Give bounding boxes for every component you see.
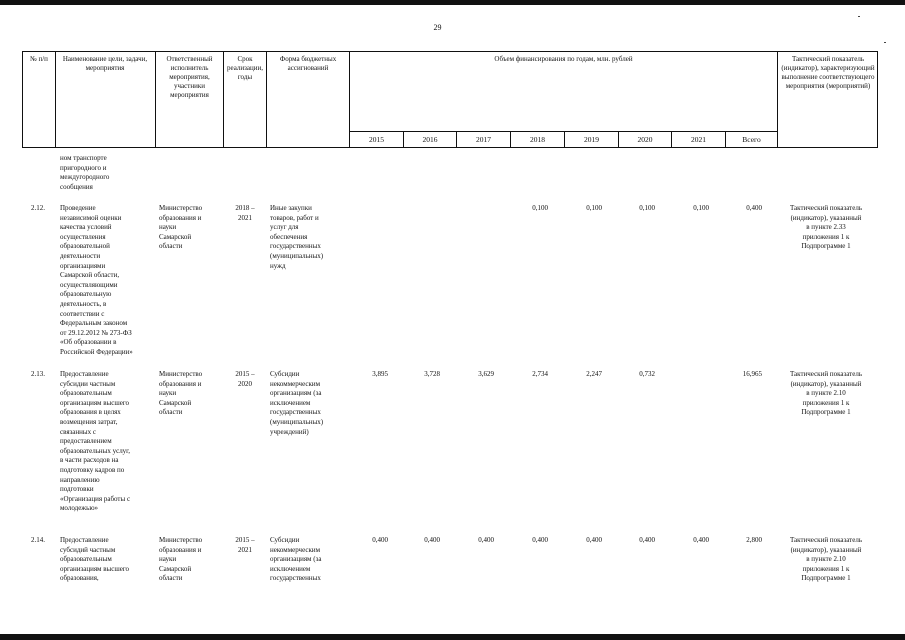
row-number: 2.12.: [31, 204, 45, 212]
scan-speck: [858, 16, 860, 17]
page-number: 29: [433, 23, 442, 32]
table-header: [22, 51, 878, 148]
value-2019: 0,100: [586, 204, 602, 212]
header-col-line: [155, 51, 156, 148]
value-2020: 0,400: [639, 536, 655, 544]
year-label-total: Всего: [742, 135, 761, 144]
row-term: 2015 – 2021: [235, 536, 255, 554]
row-name: Предоставление субсидий частным образовательным организациям высшего образования,: [60, 536, 130, 583]
value-total: 0,400: [746, 204, 762, 212]
header-rule-top: [22, 51, 878, 52]
value-2017: 3,629: [478, 370, 494, 378]
value-2016: 3,728: [424, 370, 440, 378]
row-responsible: Министерство образования и науки Самарской области: [159, 536, 203, 583]
row-budget-form: Иные закупки товаров, работ и услуг для обеспечения государственных (муниципальных) нужд: [270, 204, 324, 270]
header-budget-form: Форма бюджетных ассигнований: [279, 55, 337, 72]
row-name: Предоставление субсидии частным образовательным организациям высшего образования в целях возмещения затрат, связанных с предоставлением образовательных услуг, в части расходов на подготовку кадров по направлению подготовки «Организация работы с молодежью»: [60, 370, 131, 513]
row-indicator: Тактический показатель (индикатор), указанный в пункте 2.10 приложения 1 к Подпрограмме 1: [789, 536, 863, 583]
row-number: 2.13.: [31, 370, 45, 378]
value-2020: 0,732: [639, 370, 655, 378]
value-2019: 2,247: [586, 370, 602, 378]
row-budget-form: Субсидии некоммерческим организациям (за исключением государственных: [270, 536, 322, 583]
value-2016: 0,400: [424, 536, 440, 544]
bottom-border-bar: [0, 634, 905, 640]
value-2021: 0,400: [693, 536, 709, 544]
value-2018: 0,400: [532, 536, 548, 544]
row-number: 2.14.: [31, 536, 45, 544]
year-label: 2016: [422, 135, 438, 144]
value-2018: 0,100: [532, 204, 548, 212]
header-responsible: Ответственный исполнитель мероприятия, участники мероприятия: [166, 55, 213, 99]
value-total: 16,965: [742, 370, 762, 378]
header-col-line: [55, 51, 56, 148]
scan-speck: [884, 42, 886, 43]
value-2018: 2,734: [532, 370, 548, 378]
value-2017: 0,400: [478, 536, 494, 544]
year-label: 2018: [530, 135, 545, 144]
value-2019: 0,400: [586, 536, 602, 544]
row-responsible: Министерство образования и науки Самарской области: [159, 204, 203, 251]
top-border-bar: [0, 0, 905, 5]
header-col-line: [877, 51, 878, 148]
header-col-line: [22, 51, 23, 148]
row-name: Проведение независимой оценки качества условий осуществления образовательной деятельности организациями Самарской области, осуществляющими образовательную деятельность, в соответствии с Федеральным законом от 29.12.2012 № 273-ФЗ «Об образовании в Российской Федерации»: [60, 204, 133, 356]
value-2015: 0,400: [372, 536, 388, 544]
value-total: 2,800: [746, 536, 762, 544]
row-term: 2018 – 2021: [235, 204, 255, 222]
value-2015: 3,895: [372, 370, 388, 378]
year-label: 2015: [369, 135, 384, 144]
header-col-line: [777, 51, 778, 148]
value-2020: 0,100: [639, 204, 655, 212]
header-term: Срок реализации, годы: [227, 55, 263, 81]
header-col-line: [266, 51, 267, 148]
row-indicator: Тактический показатель (индикатор), указанный в пункте 2.33 приложения 1 к Подпрограмме 1: [789, 204, 863, 251]
year-label: 2021: [691, 135, 706, 144]
header-name: Наименование цели, задачи, мероприятия: [62, 55, 148, 72]
carryover-text: ном транспорте пригородного и междугородного сообщения: [60, 154, 110, 191]
header-rule-bottom: [22, 147, 878, 148]
value-2021: 0,100: [693, 204, 709, 212]
row-indicator: Тактический показатель (индикатор), указанный в пункте 2.10 приложения 1 к Подпрограмме 1: [789, 370, 863, 417]
year-label: 2017: [476, 135, 491, 144]
header-rule-years: [349, 131, 777, 132]
row-budget-form: Субсидии некоммерческим организациям (за исключением государственных (муниципальных) учреждений): [270, 370, 324, 436]
year-label: 2020: [637, 135, 653, 144]
row-term: 2015 – 2020: [235, 370, 255, 388]
header-financing: Объем финансирования по годам, млн. рублей: [494, 55, 633, 63]
header-col-line: [349, 51, 350, 148]
year-label: 2019: [584, 135, 599, 144]
header-num: № п/п: [30, 55, 48, 63]
row-responsible: Министерство образования и науки Самарской области: [159, 370, 203, 417]
header-indicator: Тактический показатель (индикатор), характеризующий выполнение соответствующего мероприятия (мероприятий): [781, 55, 875, 90]
